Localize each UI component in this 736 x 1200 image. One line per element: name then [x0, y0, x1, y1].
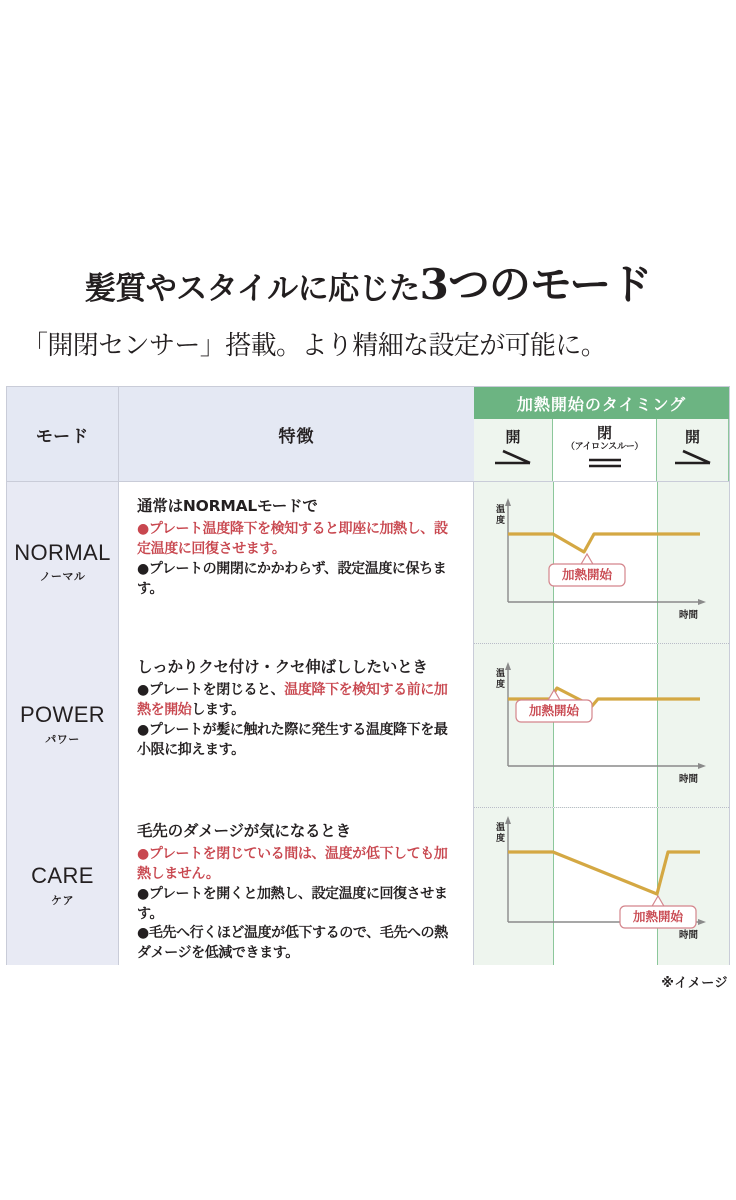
subcolumn-label-closed: 閉 — [596, 424, 612, 443]
subcolumn-open-left — [474, 419, 553, 481]
table-header — [7, 387, 729, 482]
header-cell-feature — [119, 387, 474, 482]
header-cell-mode — [7, 387, 119, 482]
bullet-text-tail: します。 — [191, 701, 245, 718]
svg-text:温: 温 — [496, 823, 506, 833]
svg-text:温: 温 — [496, 669, 506, 679]
subcolumn-closed — [553, 419, 657, 481]
subcolumn-note-closed: （アイロンスルー） — [565, 441, 644, 452]
mode-name-en: CARE — [31, 863, 94, 889]
chart-svg-care — [474, 808, 729, 965]
feature-title: 通常はNORMALモードで — [137, 497, 318, 515]
svg-text:加熱開始: 加熱開始 — [528, 703, 580, 718]
header-label-feature: 特徴 — [278, 426, 315, 447]
subcolumn-label-open-left: 開 — [505, 428, 521, 447]
plate-open-icon — [673, 449, 713, 470]
feature-bullet: ●プレートの開閉にかかわらず、設定温度に保ちます。 — [137, 560, 447, 597]
subcolumn-label-open-right: 開 — [684, 428, 700, 447]
page-subtitle: 「開閉センサー」搭載。より精細な設定が可能に。 — [22, 331, 607, 361]
svg-text:度: 度 — [496, 516, 506, 526]
feature-title: しっかりクセ付け・クセ伸ばししたいとき — [137, 658, 428, 676]
feature-bullet: ●プレート温度降下を検知すると即座に加熱し、設定温度に回復させます。 — [137, 520, 448, 557]
chart-svg-power — [474, 644, 729, 807]
feature-bullet: ●プレートが髪に触れた際に発生する温度降下を最小限に抑えます。 — [137, 721, 448, 758]
bullet-text-highlight: 温度降下を検知する前に加熱を開始 — [137, 681, 448, 718]
subcolumn-open-right — [657, 419, 729, 481]
bullet-text-plain: ●プレートを閉じると、 — [137, 681, 285, 698]
svg-text:時間: 時間 — [679, 774, 699, 785]
header-cell-timing — [474, 387, 729, 482]
modes-table — [6, 386, 730, 965]
timing-chart-power — [474, 643, 729, 807]
mode-name-en: POWER — [19, 702, 106, 728]
page-title — [0, 252, 736, 312]
footnote: ※イメージ — [661, 976, 728, 991]
header-label-mode: モード — [35, 426, 90, 447]
feature-cell-care — [119, 807, 474, 965]
plate-open-icon — [493, 449, 533, 470]
feature-title: 毛先のダメージが気になるとき — [137, 822, 351, 840]
feature-bullet: ●プレートを開くと加熱し、設定温度に回復させます。 — [137, 885, 448, 922]
mode-cell-care — [7, 807, 119, 965]
timing-subcolumns — [474, 419, 729, 482]
mode-cell-normal — [7, 482, 119, 643]
headline-part2: 3つのモード — [419, 260, 652, 309]
headline-part1: 髪質やスタイルに応じた — [84, 271, 420, 307]
plate-closed-icon — [585, 456, 625, 474]
svg-text:加熱開始: 加熱開始 — [632, 909, 684, 924]
feature-cell-power — [119, 643, 474, 807]
table-row — [7, 643, 729, 807]
mode-name-ja: パワー — [45, 732, 80, 746]
feature-cell-normal — [119, 482, 474, 643]
svg-text:時間: 時間 — [679, 610, 699, 621]
svg-text:時間: 時間 — [679, 930, 699, 941]
table-row — [7, 807, 729, 965]
mode-name-en: NORMAL — [14, 539, 111, 565]
chart-svg-normal — [474, 482, 729, 643]
svg-text:温: 温 — [496, 505, 506, 515]
svg-text:加熱開始: 加熱開始 — [561, 567, 613, 582]
svg-text:度: 度 — [496, 834, 506, 844]
timing-banner — [474, 387, 729, 419]
mode-name-ja: ノーマル — [39, 570, 86, 584]
svg-text:度: 度 — [496, 680, 506, 690]
mode-name-ja: ケア — [51, 893, 74, 907]
mode-cell-power — [7, 643, 119, 807]
feature-bullet: ●プレートを閉じている間は、温度が低下しても加熱しません。 — [137, 845, 448, 882]
feature-bullet — [137, 681, 459, 721]
timing-chart-care — [474, 807, 729, 965]
table-row — [7, 482, 729, 643]
timing-banner-label: 加熱開始のタイミング — [516, 394, 687, 414]
feature-bullet: ●毛先へ行くほど温度が低下するので、毛先への熱ダメージを低減できます。 — [137, 925, 448, 962]
timing-chart-normal — [474, 482, 729, 643]
